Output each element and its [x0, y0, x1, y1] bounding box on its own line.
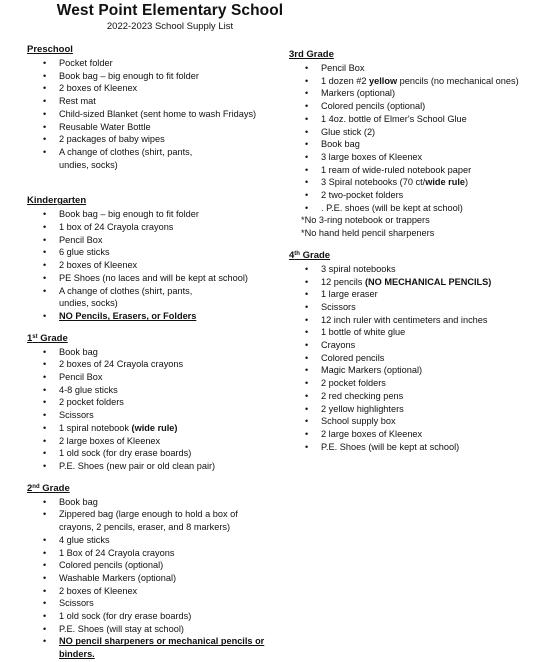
second-grade-list — [27, 496, 277, 661]
right-column — [289, 49, 529, 453]
preschool-section — [27, 44, 277, 171]
list-item-continuation: binders. — [59, 649, 95, 660]
bullet-icon: • — [43, 435, 47, 446]
list-item: • 1 Box of 24 Crayola crayons — [43, 547, 175, 558]
list-item: • 1 large eraser — [305, 289, 378, 300]
list-item: • Book bag – big enough to fit folder — [43, 70, 199, 81]
second-grade-section — [27, 483, 277, 661]
list-item: • 1 ream of wide-ruled notebook paper — [305, 164, 472, 175]
list-item: • 12 pencils (NO MECHANICAL PENCILS) — [305, 276, 492, 287]
left-column — [27, 44, 277, 661]
bullet-icon: • — [43, 585, 47, 596]
page-subtitle: 2022-2023 School Supply List — [106, 21, 234, 32]
list-item: • 1 spiral notebook (wide rule) — [43, 422, 178, 433]
list-item: • 2 two-pocket folders — [305, 190, 404, 201]
bullet-icon: • — [43, 83, 47, 94]
list-item: • Glue stick (2) — [305, 126, 376, 137]
list-item: • P.E. Shoes (will be kept at school) — [305, 441, 460, 452]
bullet-icon: • — [305, 139, 309, 150]
bullet-icon: • — [43, 448, 47, 459]
list-item: • 1 4oz. bottle of Elmer's School Glue — [305, 113, 467, 124]
bullet-icon: • — [305, 88, 309, 99]
bullet-icon: • — [43, 96, 47, 107]
list-item: • Book bag – big enough to fit folder — [43, 209, 199, 220]
bullet-icon: • — [43, 384, 47, 395]
list-item: • Pencil Box — [305, 63, 365, 73]
bullet-icon: • — [305, 390, 309, 401]
list-item: • Book bag — [305, 139, 360, 150]
bullet-icon: • — [305, 301, 309, 312]
bullet-icon: • — [43, 598, 47, 609]
list-item: • Zippered bag (large enough to hold a box of — [43, 509, 238, 520]
bullet-icon: • — [43, 560, 47, 571]
list-item: • 3 Spiral notebooks (70 ct/wide rule) — [305, 177, 469, 188]
bullet-icon: • — [305, 202, 309, 213]
list-item: • Crayons — [305, 340, 356, 351]
list-item: • 6 glue sticks — [43, 247, 110, 258]
bullet-icon: • — [43, 260, 47, 271]
bullet-icon: • — [43, 310, 47, 321]
list-item: • Magic Markers (optional) — [305, 365, 423, 376]
bullet-icon: • — [43, 285, 47, 296]
list-item: • Book bag — [43, 346, 98, 357]
list-item-continuation: undies, socks) — [59, 298, 118, 309]
bullet-icon: • — [305, 101, 309, 112]
list-item: • 4 glue sticks — [43, 534, 110, 545]
list-item: • 2 red checking pens — [305, 390, 404, 401]
list-item: • 2 boxes of 24 Crayola crayons — [43, 359, 184, 370]
bullet-icon: • — [43, 234, 47, 245]
bullet-icon: • — [43, 534, 47, 545]
bullet-icon: • — [305, 151, 309, 162]
bullet-icon: • — [43, 547, 47, 558]
bullet-icon: • — [43, 422, 47, 433]
list-item: • 1 box of 24 Crayola crayons — [43, 222, 174, 233]
third-grade-list — [289, 62, 529, 240]
fourth-grade-heading: 4th Grade — [289, 249, 331, 261]
bullet-icon: • — [43, 397, 47, 408]
bullet-icon: • — [305, 263, 309, 274]
list-item: • Colored pencils — [305, 352, 385, 363]
bullet-icon: • — [305, 190, 309, 201]
list-item: • NO pencil sharpeners or mechanical pencils or — [43, 636, 265, 647]
bullet-icon: • — [43, 372, 47, 383]
bullet-icon: • — [305, 289, 309, 300]
bullet-icon: • — [305, 416, 309, 427]
bullet-icon: • — [305, 340, 309, 351]
bullet-icon: • — [305, 441, 309, 452]
bullet-icon: • — [43, 611, 47, 622]
bullet-icon: • — [43, 70, 47, 81]
list-item: • Scissors — [43, 598, 94, 609]
bullet-icon: • — [43, 121, 47, 132]
bullet-icon: • — [305, 126, 309, 137]
list-item: • 2 boxes of Kleenex — [43, 260, 138, 271]
bullet-icon: • — [305, 276, 309, 287]
preschool-heading: Preschool — [27, 44, 73, 55]
bullet-icon: • — [43, 58, 47, 68]
list-item: • Scissors — [305, 301, 356, 312]
bullet-icon: • — [43, 346, 47, 357]
bullet-icon: • — [43, 272, 47, 283]
kindergarten-list — [27, 208, 277, 322]
bullet-icon: • — [305, 428, 309, 439]
list-item-continuation: undies, socks) — [59, 159, 118, 170]
list-item: • Pencil Box — [43, 372, 103, 383]
list-item: • P.E. Shoes (new pair or old clean pair) — [43, 460, 216, 471]
list-item: • Child-sized Blanket (sent home to wash Fridays) — [43, 108, 257, 119]
bullet-icon: • — [43, 247, 47, 258]
bullet-icon: • — [305, 63, 309, 73]
bullet-icon: • — [305, 75, 309, 86]
list-item: • Rest mat — [43, 96, 96, 107]
list-item: • NO Pencils, Erasers, or Folders — [43, 310, 197, 321]
list-item: • School supply box — [305, 416, 396, 427]
bullet-icon: • — [305, 403, 309, 414]
list-item: • P.E. Shoes (will stay at school) — [43, 623, 184, 634]
list-item: • PE Shoes (no laces and will be kept at school) — [43, 272, 248, 283]
list-item: • A change of clothes (shirt, pants, — [43, 146, 193, 157]
bullet-icon: • — [43, 146, 47, 157]
second-grade-heading: 2nd Grade — [27, 482, 70, 494]
bullet-icon: • — [305, 164, 309, 175]
list-item: • 2 pocket folders — [43, 397, 124, 408]
list-item: • 2 large boxes of Kleenex — [43, 435, 161, 446]
list-item: • 2 boxes of Kleenex — [43, 83, 138, 94]
list-item: • 3 spiral notebooks — [305, 263, 396, 274]
list-item-continuation: crayons, 2 pencils, eraser, and 8 markers) — [59, 522, 231, 533]
bullet-icon: • — [43, 222, 47, 233]
fourth-grade-list — [289, 263, 529, 454]
bullet-icon: • — [43, 359, 47, 370]
bullet-icon: • — [43, 134, 47, 145]
bullet-icon: • — [43, 108, 47, 119]
third-grade-heading: 3rd Grade — [289, 49, 334, 60]
bullet-icon: • — [305, 365, 309, 376]
bullet-icon: • — [43, 410, 47, 421]
bullet-icon: • — [43, 209, 47, 220]
list-item: • 12 inch ruler with centimeters and inches — [305, 314, 488, 325]
list-item: • 1 bottle of white glue — [305, 327, 406, 338]
bullet-icon: • — [43, 509, 47, 520]
list-item: • 2 yellow highlighters — [305, 403, 404, 414]
list-item: • Book bag — [43, 496, 98, 507]
list-item: • 2 large boxes of Kleenex — [305, 428, 423, 439]
fourth-grade-section — [289, 250, 529, 454]
list-item: • 1 old sock (for dry erase boards) — [43, 611, 192, 622]
bullet-icon: • — [305, 352, 309, 363]
list-item: • 2 pocket folders — [305, 378, 386, 389]
list-item: • Pocket folder — [43, 58, 113, 68]
note-item: *No 3-ring notebook or trappers — [301, 215, 430, 226]
third-grade-section — [289, 49, 529, 240]
list-item: • . P.E. shoes (will be kept at school) — [305, 202, 463, 213]
first-grade-heading: 1st Grade — [27, 332, 68, 344]
first-grade-list — [27, 346, 277, 473]
first-grade-section — [27, 333, 277, 473]
kindergarten-heading: Kindergarten — [27, 195, 87, 207]
list-item: • Washable Markers (optional) — [43, 572, 177, 583]
preschool-list — [27, 57, 277, 171]
list-item: • 2 packages of baby wipes — [43, 134, 165, 145]
bullet-icon: • — [43, 636, 47, 647]
kindergarten-section — [27, 195, 277, 322]
list-item: • 1 old sock (for dry erase boards) — [43, 448, 192, 459]
list-item: • Colored pencils (optional) — [43, 560, 164, 571]
bullet-icon: • — [305, 314, 309, 325]
list-item: • Colored pencils (optional) — [305, 101, 426, 112]
list-item: • Scissors — [43, 410, 94, 421]
list-item: • A change of clothes (shirt, pants, — [43, 285, 193, 296]
bullet-icon: • — [305, 113, 309, 124]
bullet-icon: • — [43, 460, 47, 471]
page-title: West Point Elementary School — [56, 2, 284, 19]
list-item: • 2 boxes of Kleenex — [43, 585, 138, 596]
list-item: • Pencil Box — [43, 234, 103, 245]
note-item: *No hand held pencil sharpeners — [301, 228, 435, 239]
bullet-icon: • — [305, 378, 309, 389]
list-item: • Reusable Water Bottle — [43, 121, 151, 132]
list-item: • Markers (optional) — [305, 88, 396, 99]
list-item: • 1 dozen #2 yellow pencils (no mechanical ones) — [305, 75, 519, 86]
list-item: • 4-8 glue sticks — [43, 384, 118, 395]
bullet-icon: • — [43, 496, 47, 507]
bullet-icon: • — [305, 177, 309, 188]
bullet-icon: • — [43, 572, 47, 583]
list-item: • 3 large boxes of Kleenex — [305, 151, 423, 162]
bullet-icon: • — [43, 623, 47, 634]
bullet-icon: • — [305, 327, 309, 338]
